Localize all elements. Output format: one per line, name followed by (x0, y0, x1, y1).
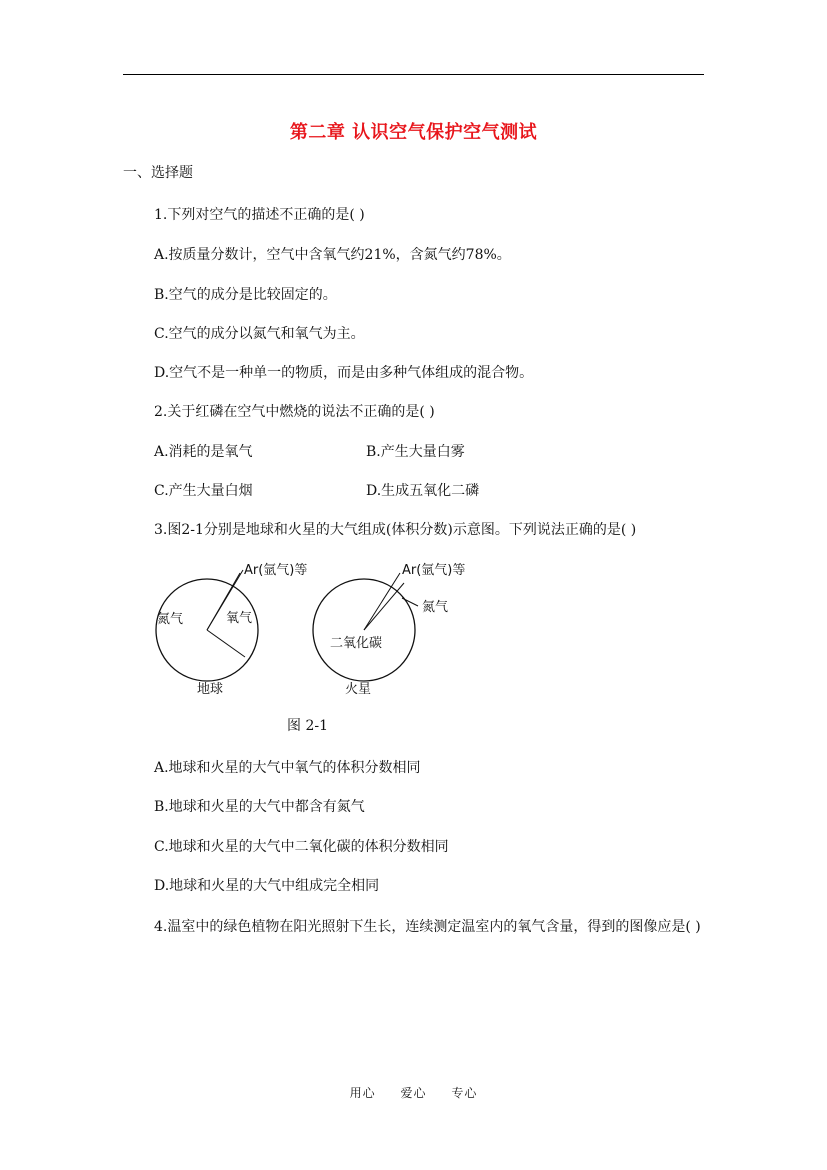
page-title: 第二章 认识空气保护空气测试 (289, 122, 538, 143)
earth-pie (156, 563, 307, 697)
q2-option-a: A.消耗的是氧气 (154, 444, 253, 460)
section-heading: 一、选择题 (123, 165, 193, 181)
figure-caption: 图 2-1 (287, 718, 328, 734)
mars-argon-label: Ar(氩气)等 (402, 563, 466, 578)
q1-option-c: C.空气的成分以氮气和氧气为主。 (154, 326, 365, 342)
mars-nitrogen-label: 氮气 (422, 600, 449, 615)
q3-option-d: D.地球和火星的大气中组成完全相同 (154, 878, 380, 894)
footer-item: 专心 (451, 1086, 478, 1100)
q1-option-a: A.按质量分数计，空气中含氧气约21%，含氮气约78%。 (154, 247, 511, 263)
q1-option-b: B.空气的成分是比较固定的。 (154, 287, 337, 303)
earth-argon-label: Ar(氩气)等 (244, 563, 308, 578)
q3-option-b: B.地球和火星的大气中都含有氮气 (154, 799, 365, 815)
q2-option-c: C.产生大量白烟 (154, 483, 253, 499)
q2-option-d: D.生成五氧化二磷 (366, 483, 480, 499)
q2-option-b: B.产生大量白雾 (366, 444, 465, 460)
mars-name-label: 火星 (345, 682, 372, 697)
q3-option-a: A.地球和火星的大气中氧气的体积分数相同 (154, 760, 421, 776)
q3-option-c: C.地球和火星的大气中二氧化碳的体积分数相同 (154, 839, 449, 855)
earth-name-label: 地球 (197, 682, 224, 697)
q1-option-d: D.空气不是一种单一的物质，而是由多种气体组成的混合物。 (154, 365, 534, 381)
earth-oxygen-label: 氧气 (226, 611, 253, 626)
q2-stem: 2.关于红磷在空气中燃烧的说法不正确的是( ) (154, 404, 435, 420)
footer-item: 爱心 (400, 1086, 427, 1100)
page-footer (0, 1084, 827, 1101)
mars-co2-label: 二氧化碳 (330, 636, 383, 651)
mars-pie (313, 563, 465, 697)
footer-item: 用心 (349, 1086, 376, 1100)
q4-stem: 4.温室中的绿色植物在阳光照射下生长，连续测定温室内的氧气含量，得到的图像应是( ) (154, 919, 701, 935)
earth-nitrogen-label: 氮气 (157, 612, 184, 627)
q3-stem: 3.图2-1分别是地球和火星的大气组成(体积分数)示意图。下列说法正确的是( ) (154, 522, 637, 538)
header-rule (123, 74, 704, 75)
q1-stem: 1.下列对空气的描述不正确的是( ) (154, 207, 365, 223)
atmosphere-pie-diagram (140, 556, 500, 706)
